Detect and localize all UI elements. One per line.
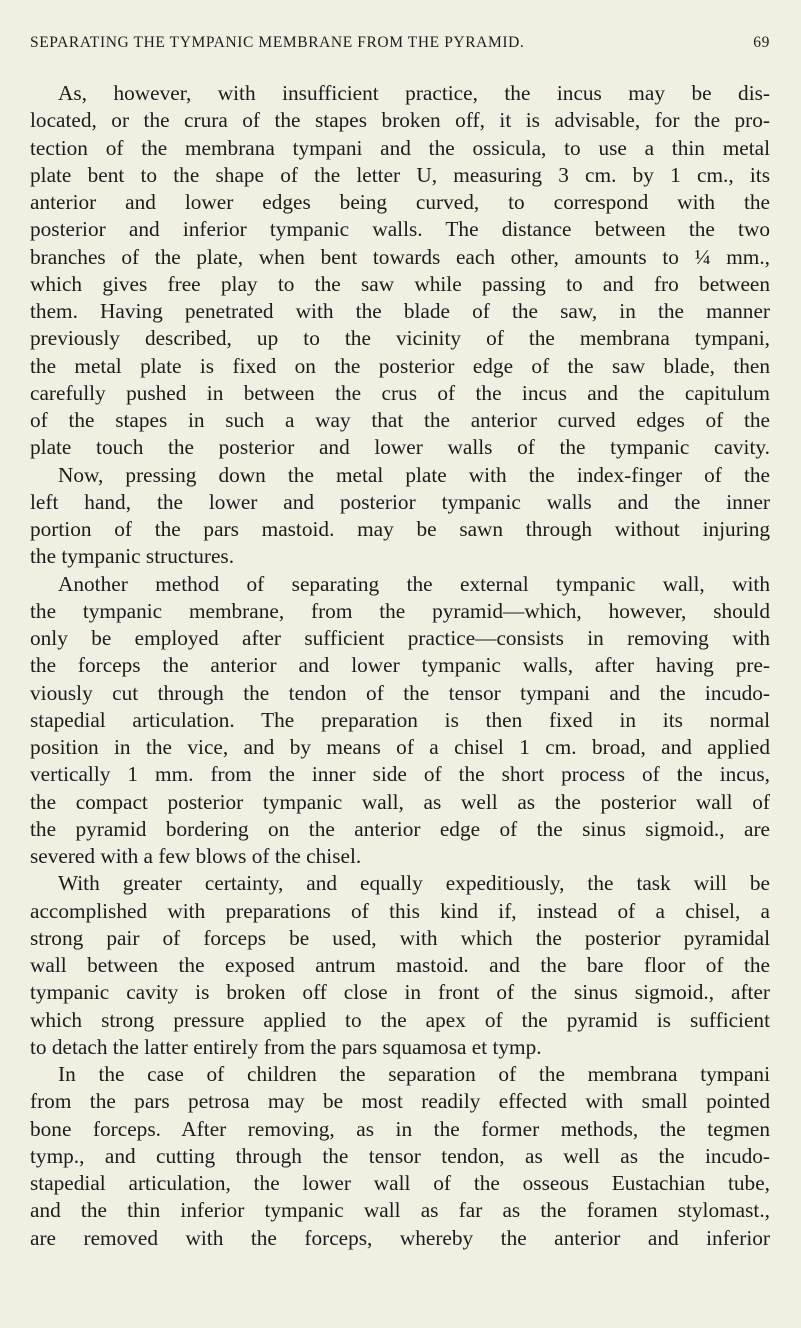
text-line: to detach the latter entirely from the pars squamosa et tymp. xyxy=(30,1034,542,1059)
text-line: only be employed after sufficient practice—consists in removing with xyxy=(30,626,770,650)
text-line: carefully pushed in between the crus of the incus and the capitulum xyxy=(30,380,770,405)
text-line: previously described, up to the vicinity of the membrana tympani, xyxy=(30,326,770,351)
text-line: Now, pressing down the metal plate with the index-finger of the xyxy=(58,462,770,487)
text-line: of the stapes in such a way that the anterior curved edges of the xyxy=(30,408,770,432)
text-line: tymp., and cutting through the tensor tendon, as well as the incudo- xyxy=(30,1143,770,1168)
text-line: them. Having penetrated with the blade of the saw, in the manner xyxy=(30,299,770,323)
text-line: viously cut through the tendon of the tensor tympani and the incudo- xyxy=(30,680,770,705)
text-line: stapedial articulation, the lower wall of the osseous Eustachian tube, xyxy=(30,1171,770,1195)
text-line: plate touch the posterior and lower walls of the tympanic cavity. xyxy=(30,435,770,460)
page-number: 69 xyxy=(753,34,770,51)
text-line: With greater certainty, and equally expeditiously, the task will be xyxy=(58,871,770,896)
text-line: from the pars petrosa may be most readily effected with small pointed xyxy=(30,1089,770,1114)
text-line: which strong pressure applied to the apex of the pyramid is sufficient xyxy=(30,1007,770,1032)
text-line: bone forceps. After removing, as in the former methods, the tegmen xyxy=(30,1116,770,1141)
text-line: vertically 1 mm. from the inner side of the short process of the incus, xyxy=(30,762,770,787)
text-line: In the case of children the separation of the membrana tympani xyxy=(58,1062,770,1086)
text-line: As, however, with insufficient practice, the incus may be dis- xyxy=(58,81,770,105)
text-line: tympanic cavity is broken off close in front of the sinus sigmoid., after xyxy=(30,980,770,1005)
text-line: wall between the exposed antrum mastoid. and the bare floor of the xyxy=(30,953,770,977)
text-line: strong pair of forceps be used, with which the posterior pyramidal xyxy=(30,925,770,950)
text-line: stapedial articulation. The preparation is then fixed in its normal xyxy=(30,707,770,732)
text-line: tection of the membrana tympani and the ossicula, to use a thin metal xyxy=(30,135,770,160)
text-line: located, or the crura of the stapes broken off, it is advisable, for the pro- xyxy=(30,108,770,133)
text-line: severed with a few blows of the chisel. xyxy=(30,844,362,868)
text-line: portion of the pars mastoid. may be sawn through without injuring xyxy=(30,517,770,541)
text-line: the forceps the anterior and lower tympanic walls, after having pre- xyxy=(30,653,770,678)
text-line: are removed with the forceps, whereby the anterior and inferior xyxy=(30,1225,770,1250)
text-line: branches of the plate, when bent towards each other, amounts to ¼ mm., xyxy=(30,244,770,269)
text-line: the metal plate is fixed on the posterior edge of the saw blade, then xyxy=(30,353,770,378)
text-line: posterior and inferior tympanic walls. The distance between the two xyxy=(30,217,770,242)
text-line: the tympanic membrane, from the pyramid—which, however, should xyxy=(30,598,770,623)
body-text xyxy=(30,80,770,1320)
text-line: anterior and lower edges being curved, to correspond with the xyxy=(30,190,770,214)
text-line: which gives free play to the saw while passing to and fro between xyxy=(30,271,770,296)
text-line: and the thin inferior tympanic wall as far as the foramen stylomast., xyxy=(30,1198,770,1223)
text-line: the tympanic structures. xyxy=(30,544,235,569)
running-head xyxy=(30,34,770,56)
text-line: the pyramid bordering on the anterior edge of the sinus sigmoid., are xyxy=(30,816,770,841)
text-line: plate bent to the shape of the letter U, measuring 3 cm. by 1 cm., its xyxy=(30,162,770,187)
text-line: Another method of separating the external tympanic wall, with xyxy=(58,571,770,596)
text-line: position in the vice, and by means of a chisel 1 cm. broad, and applied xyxy=(30,735,770,759)
text-line: accomplished with preparations of this kind if, instead of a chisel, a xyxy=(30,898,770,923)
running-head-title: SEPARATING THE TYMPANIC MEMBRANE FROM THE PYRAMID. xyxy=(30,34,525,51)
text-line: left hand, the lower and posterior tympanic walls and the inner xyxy=(30,489,770,514)
text-line: the compact posterior tympanic wall, as well as the posterior wall of xyxy=(30,789,770,814)
